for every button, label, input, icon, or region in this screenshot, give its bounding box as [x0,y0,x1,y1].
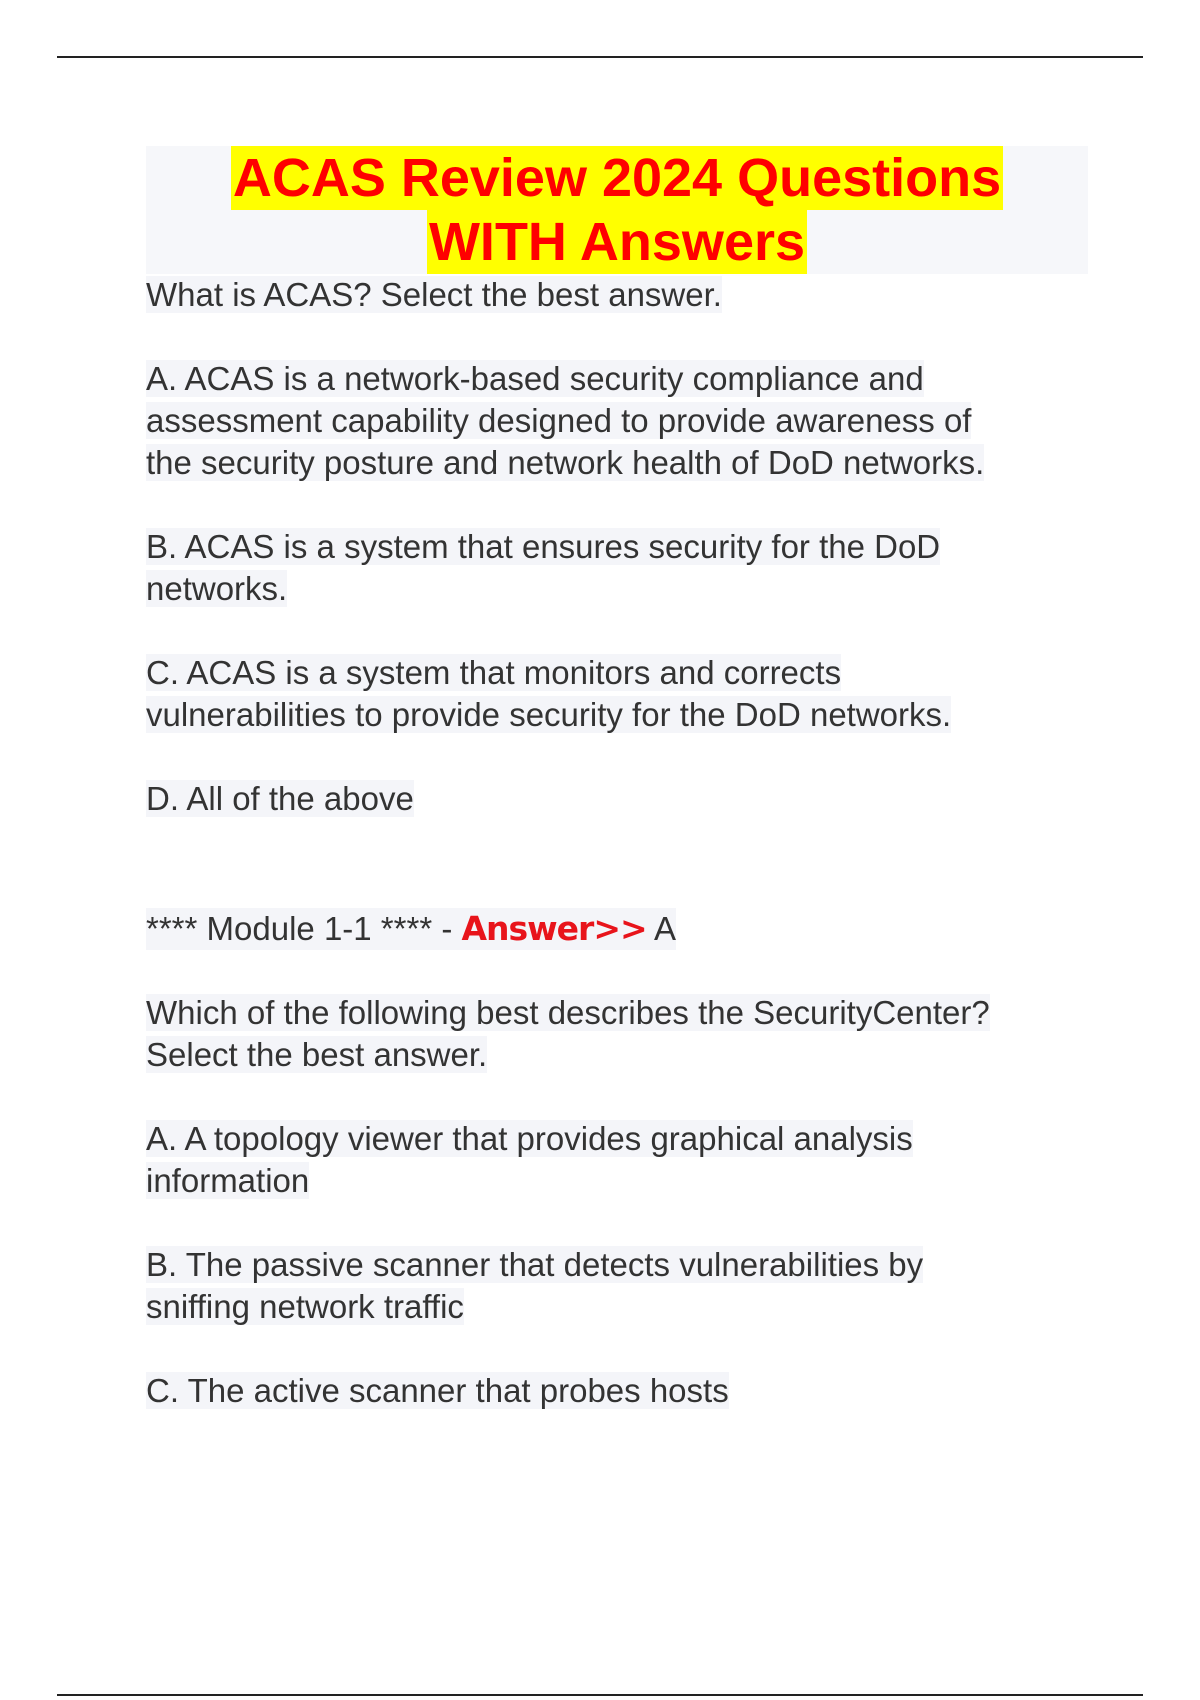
question-2-option-c: C. The active scanner that probes hosts [146,1372,729,1409]
top-rule [57,56,1143,58]
question-1-option-c: C. ACAS is a system that monitors and corrects vulnerabilities to provide security for the DoD networks. [146,654,952,733]
question-1-option-d: D. All of the above [146,780,414,817]
question-1-prompt: What is ACAS? Select the best answer. [146,276,722,313]
question-2-option-a: A. A topology viewer that provides graphical analysis information [146,1120,913,1199]
document-title [146,146,1088,274]
title-line-1: ACAS Review 2024 Questions [232,148,1002,208]
answer-label: Answer>> [461,909,647,948]
document-body [146,274,1146,1412]
bottom-rule [57,1694,1143,1696]
question-1-option-a: A. ACAS is a network-based security compliance and assessment capability designed to provide awareness of the security posture and network health of DoD networks. [146,360,985,481]
answer-value: A [646,910,676,947]
question-2-option-b: B. The passive scanner that detects vulnerabilities by sniffing network traffic [146,1246,924,1325]
question-1-answer [146,908,676,950]
title-line-2: WITH Answers [428,212,806,272]
question-1-option-b: B. ACAS is a system that ensures security for the DoD networks. [146,528,941,607]
answer-prefix: **** Module 1-1 **** - [146,910,462,947]
question-2-prompt: Which of the following best describes the SecurityCenter? Select the best answer. [146,994,990,1073]
